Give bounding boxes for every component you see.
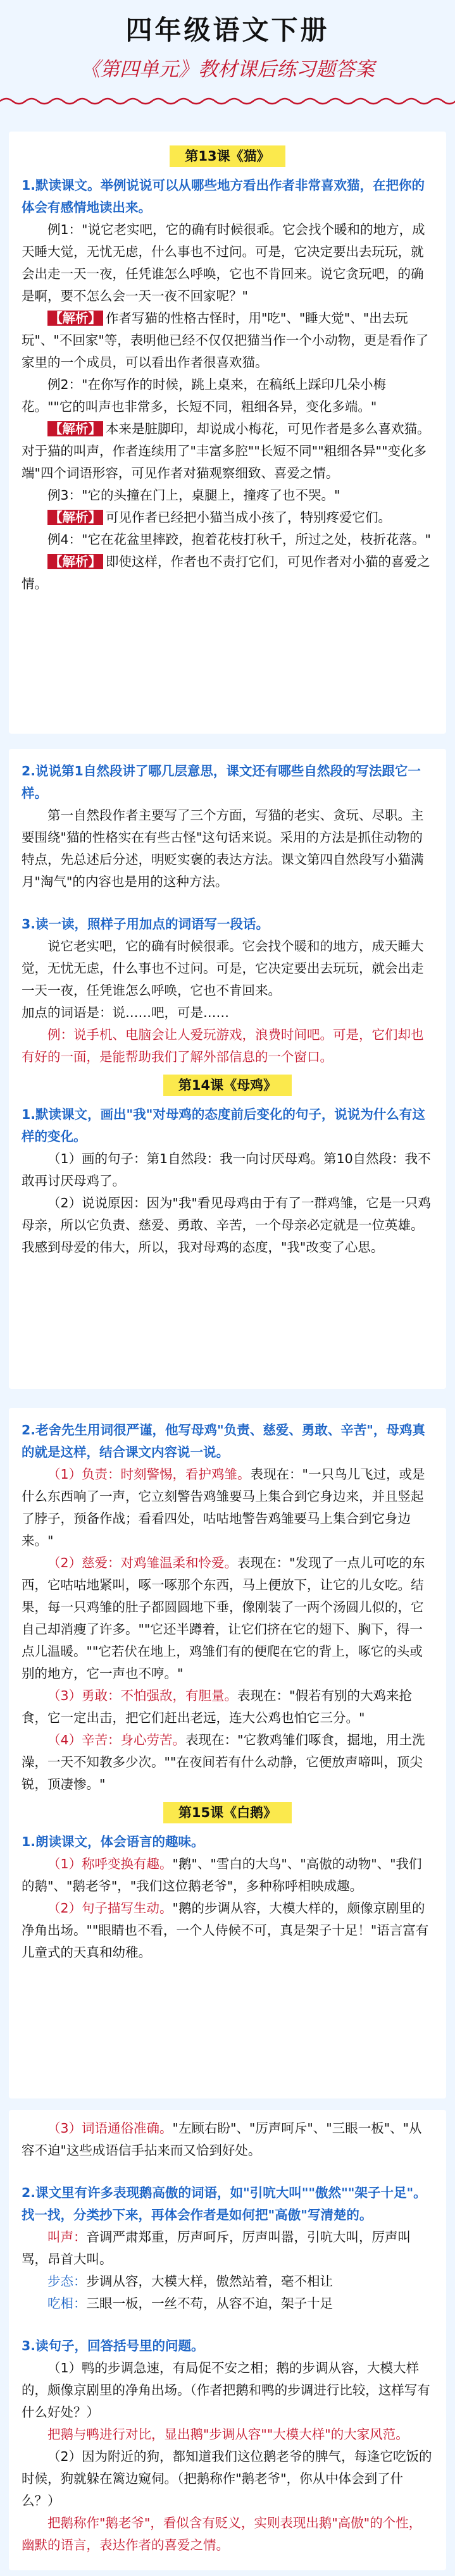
lesson-badge: 第15课《白鹅》 xyxy=(163,1802,292,1823)
lesson14-15-card xyxy=(9,1408,446,2098)
category-label: 叫声： xyxy=(47,2229,87,2245)
item-label: （2）慈爱： xyxy=(47,1555,121,1570)
header xyxy=(0,0,455,108)
analysis-tag: 【解析】 xyxy=(47,311,103,326)
answer-item xyxy=(22,2117,433,2162)
answer-item xyxy=(22,1464,433,1552)
item-label: （4）辛苦： xyxy=(47,1732,121,1747)
item-label: （2）句子描写生动。 xyxy=(47,1901,173,1916)
item-head: 对鸡雏温柔和怜爱。 xyxy=(120,1555,238,1570)
answer-key: 把鹅与鸭进行对比，显出鹅"步调从容""大模大样"的大家风范。 xyxy=(47,2427,409,2442)
item-label: （3）词语通俗准确。 xyxy=(47,2121,173,2136)
category-text: 音调严肃郑重，厉声呵斥，厉声叫嚣，引吭大叫，厉声叫骂，昂首大叫。 xyxy=(22,2229,411,2267)
example: 例3："它的头撞在门上，桌腿上，撞疼了也不哭。" xyxy=(47,488,340,503)
analysis-tag: 【解析】 xyxy=(47,510,103,525)
item-text: "鹅"、"雪白的大鸟"、"高傲的动物"、"我们的鹅"、"鹅老爷"，"我们这位鹅老爷"，多种称呼相映成趣。 xyxy=(22,1856,422,1894)
page-subtitle: 《第四单元》教材课后练习题答案 xyxy=(80,58,375,81)
item-label: （1）负责： xyxy=(47,1467,121,1482)
item-label: （1）称呼变换有趣。 xyxy=(47,1856,173,1871)
lesson13-14-card xyxy=(9,749,446,1389)
question: 3.读句子，回答括号里的问题。 xyxy=(22,2338,204,2353)
question: 3.读一读，照样子用加点的词语写一段话。 xyxy=(22,916,270,932)
answer: （2）说说原因：因为"我"看见母鸡由于有了一群鸡雏，它是一只鸡母亲，所以它负责、慈爱、勇敢、辛苦，一个母亲必定就是一位英雄。我感到母爱的伟大，所以，我对母鸡的态度，"我"改变了心思。 xyxy=(22,1195,431,1255)
question: 2.说说第1自然段讲了哪几层意思，课文还有哪些自然段的写法跟它一样。 xyxy=(22,763,421,801)
analysis-text: 可见作者已经把小猫当成小孩了，特别疼爱它们。 xyxy=(106,510,391,525)
page-title: 四年级语文下册 xyxy=(125,15,330,46)
answer-words: 加点的词语是：说……吧，可是…… xyxy=(22,1005,229,1020)
lesson15-badge-wrap xyxy=(22,1802,433,1823)
lesson-badge: 第14课《母鸡》 xyxy=(163,1075,292,1096)
category-label: 步态： xyxy=(47,2274,87,2289)
answer: （2）因为附近的狗，都知道我们这位鹅老爷的脾气，每逢它吃饭的时候，狗就躲在篱边窥伺。（把鹅称作"鹅老爷"，你从中体会到了什么？） xyxy=(22,2449,432,2508)
question: 2.老舍先生用词很严谨，他写母鸡"负责、慈爱、勇敢、辛苦"，母鸡真的就是这样，结合课文内容说一说。 xyxy=(22,1422,425,1460)
question: 2.课文里有许多表现鹅高傲的词语，如"引吭大叫""傲然""架子十足"。找一找，分类抄下来，再体会作者是如何把"高傲"写清楚的。 xyxy=(22,2185,427,2222)
example: 例2："在你写作的时候，跳上桌来，在稿纸上踩印几朵小梅花。""它的叫声也非常多，长短不同，粗细各异，变化多端。" xyxy=(22,377,386,414)
answer-item xyxy=(22,1552,433,1685)
analysis-text: 即使这样，作者也不责打它们，可见作者对小猫的喜爱之情。 xyxy=(22,554,430,591)
example: 例4："它在花盆里摔跤，抱着花枝打秋千，所过之处，枝折花落。" xyxy=(47,532,431,547)
category-row xyxy=(22,2226,433,2271)
analysis xyxy=(22,551,433,595)
answer-item xyxy=(22,1685,433,1729)
answer-key: 把鹅称作"鹅老爷"，看似含有贬义，实则表现出鹅"高傲"的个性，幽默的语言，表达作者的喜爱之情。 xyxy=(22,2515,422,2553)
item-head: 不怕强敌，有胆量。 xyxy=(120,1688,238,1703)
question: 1.朗读课文，体会语言的趣味。 xyxy=(22,1834,204,1849)
analysis-text: 本来是脏脚印，却说成小梅花，可见作者是多么喜欢猫。对于猫的叫声，作者连续用了"丰富多腔""长短不同""粗细各异""变化多端"四个词语形容，可见作者对猫观察细致、喜爱之情。 xyxy=(22,421,430,481)
item-text: 表现在："它教鸡雏们啄食，掘地，用土洗澡，一天不知教多少次。""在夜间若有什么动静，它便放声啼叫，顶尖锐，顶凄惨。" xyxy=(22,1732,425,1792)
answer: 说它老实吧，它的确有时候很乖。它会找个暖和的地方，成天睡大觉，无忧无虑，什么事也不过问。可是，它决定要出去玩玩，就会出走一天一夜，任凭谁怎么呼唤，它也不肯回来。 xyxy=(22,939,424,998)
item-head: 时刻警惕，看护鸡雏。 xyxy=(120,1467,251,1482)
wave-divider xyxy=(0,96,455,108)
item-text: 表现在："发现了一点儿可吃的东西，它咕咕地紧叫，啄一啄那个东西，马上便放下，让它的儿女吃。结果，每一只鸡雏的肚子都圆圆地下垂，像刚装了一两个汤圆儿似的，它自己却消瘦了许多。""它还半蹲着，让它们挤在它的翅下、胸下，得一点儿温暖。""它若伏在地上，鸡雏们有的便爬在它的背上，啄它的头或别的地方，它一声也不哼。" xyxy=(22,1555,425,1681)
lesson-badge: 第13课《猫》 xyxy=(170,145,285,167)
category-label: 吃相： xyxy=(47,2296,87,2311)
analysis xyxy=(22,507,433,529)
answer: 第一自然段作者主要写了三个方面，写猫的老实、贪玩、尽职。主要围绕"猫的性格实在有些古怪"这句话来说。采用的方法是抓住动物的特点，先总述后分述，明贬实褒的表达方法。课文第四自然段写小猫满月"淘气"的内容也是用的这种方法。 xyxy=(22,808,424,889)
analysis xyxy=(22,418,433,484)
category-row xyxy=(22,2293,433,2315)
item-head: 身心劳苦。 xyxy=(120,1732,186,1747)
answer-item xyxy=(22,1853,433,1897)
item-text: 表现在："一只鸟儿飞过，或是什么东西响了一声，它立刻警告鸡雏要马上集合到它身边来，并且竖起了脖子，预备作战；看看四处，咕咕地警告鸡雏要马上集合到它身边来。" xyxy=(22,1467,425,1548)
category-text: 三眼一板，一丝不苟，从容不迫，架子十足 xyxy=(86,2296,333,2311)
analysis xyxy=(22,307,433,374)
question: 1.默读课文，画出"我"对母鸡的态度前后变化的句子，说说为什么有这样的变化。 xyxy=(22,1107,425,1144)
item-text: "左顾右盼"、"厉声呵斥"、"三眼一板"、"从容不迫"这些成语信手拈来而又恰到好处。 xyxy=(22,2121,422,2158)
item-text: 表现在："假若有别的大鸡来抢食，它一定出击，把它们赶出老远，连大公鸡也怕它三分。" xyxy=(22,1688,412,1725)
category-row xyxy=(22,2271,433,2293)
answer-item xyxy=(22,1897,433,1964)
lesson14-badge-wrap xyxy=(22,1075,433,1096)
answer-item xyxy=(22,1729,433,1796)
question: 1.默读课文。举例说说可以从哪些地方看出作者非常喜欢猫，在把你的体会有感情地读出来。 xyxy=(22,178,425,215)
item-label: （3）勇敢： xyxy=(47,1688,121,1703)
lesson13-card xyxy=(9,132,446,734)
answer: （1）画的句子：第1自然段：我一向讨厌母鸡。第10自然段：我不敢再讨厌母鸡了。 xyxy=(22,1151,431,1188)
category-text: 步调从容，大模大样，傲然站着，毫不相让 xyxy=(86,2274,333,2289)
answer: （1）鸭的步调急速，有局促不安之相；鹅的步调从容，大模大样的，颇像京剧里的净角出场。（作者把鹅和鸭的步调进行比较，这样写有什么好处？） xyxy=(22,2360,430,2420)
example: 例1："说它老实吧，它的确有时候很乖。它会找个暖和的地方，成天睡大觉，无忧无虑，什么事也不过问。可是，它决定要出去玩玩，就会出走一天一夜，任凭谁怎么呼唤，它也不肯回来。说它贪玩吧，的确是啊，要不怎么会一天一夜不回家呢？" xyxy=(22,222,425,304)
analysis-tag: 【解析】 xyxy=(47,554,103,569)
answer-example: 例：说手机、电脑会让人爱玩游戏，浪费时间吧。可是，它们却也有好的一面，是能帮助我们了解外部信息的一个窗口。 xyxy=(22,1027,424,1064)
analysis-text: 作者写猫的性格古怪时，用"吃"、"睡大觉"、"出去玩玩"、"不回家"等，表明他已经不仅仅把猫当作一个小动物，更是看作了家里的一个成员，可以看出作者很喜欢猫。 xyxy=(22,311,429,370)
item-text: "鹅的步调从容，大模大样的，颇像京剧里的净角出场。""眼睛也不看，一个人侍候不可，真是架子十足！"语言富有儿童式的天真和幼稚。 xyxy=(22,1901,429,1960)
analysis-tag: 【解析】 xyxy=(47,421,103,436)
lesson13-badge-wrap xyxy=(22,145,433,167)
lesson15-card xyxy=(9,2110,446,2570)
